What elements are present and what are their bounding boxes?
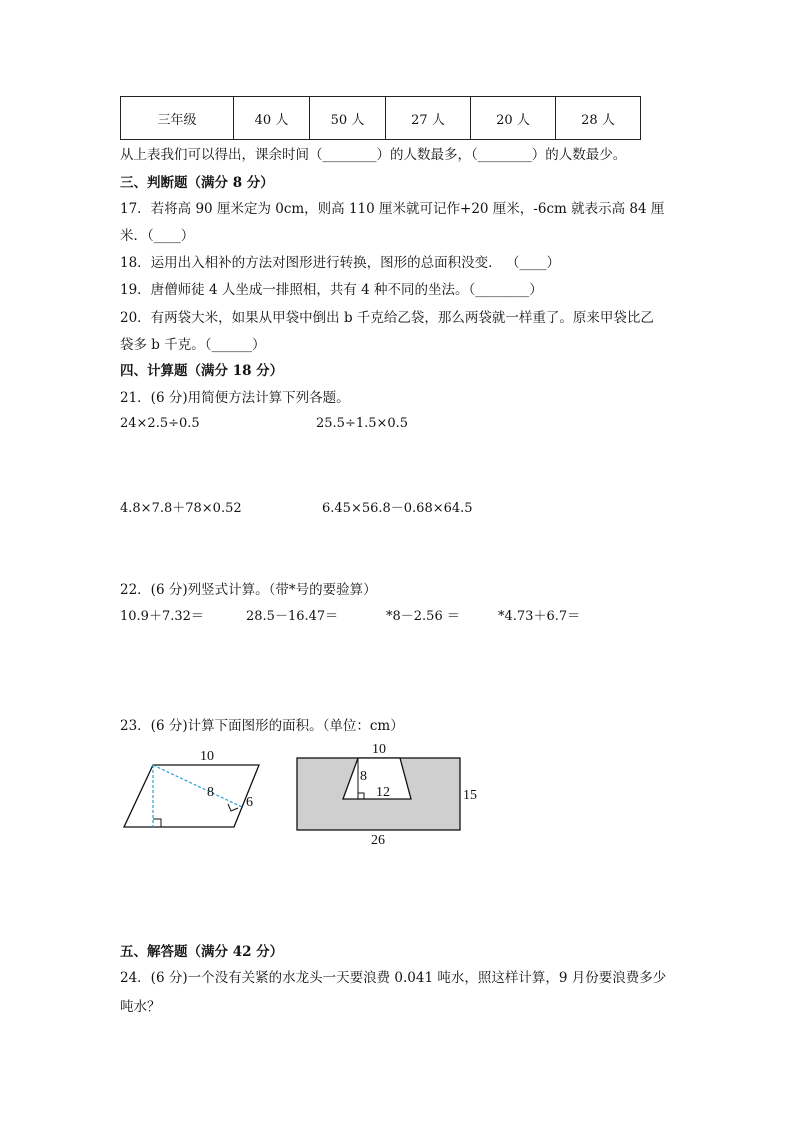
table-cell: 27 人 bbox=[386, 97, 471, 140]
fig1-diag-label: 8 bbox=[207, 785, 214, 800]
table-cell: 三年级 bbox=[121, 97, 234, 140]
calc-item: 28.5－16.47＝ bbox=[246, 609, 339, 624]
question-23: 23．(6 分)计算下面图形的面积。（单位：cm） bbox=[120, 718, 404, 734]
question-19: 19．唐僧师徒 4 人坐成一排照相，共有 4 种不同的坐法。（________） bbox=[120, 282, 543, 298]
fig2-right-label: 15 bbox=[463, 788, 477, 803]
table-cell: 40 人 bbox=[234, 97, 310, 140]
table-cell: 20 人 bbox=[471, 97, 556, 140]
calc-item: 4.8×7.8＋78×0.52 bbox=[120, 501, 242, 516]
table-row bbox=[121, 97, 641, 140]
question-21: 21．(6 分)用简便方法计算下列各题。 bbox=[120, 390, 350, 406]
calc-item: 6.45×56.8－0.68×64.5 bbox=[322, 501, 473, 516]
fig2-top-label: 10 bbox=[372, 742, 386, 757]
calc-item: 10.9＋7.32＝ bbox=[120, 609, 204, 624]
calc-item: *4.73＋6.7＝ bbox=[498, 609, 581, 624]
fig2-bottom-label: 12 bbox=[376, 785, 390, 800]
calc-item: 25.5÷1.5×0.5 bbox=[316, 416, 409, 431]
table-cell: 50 人 bbox=[310, 97, 386, 140]
fig1-top-label: 10 bbox=[200, 749, 214, 764]
calc-item: *8－2.56 ＝ bbox=[386, 609, 460, 624]
question-22: 22．(6 分)列竖式计算。（带*号的要验算） bbox=[120, 582, 377, 598]
question-20-line1: 20．有两袋大米，如果从甲袋中倒出 b 千克给乙袋，那么两袋就一样重了。原来甲袋比乙 bbox=[120, 310, 654, 326]
table-cell: 28 人 bbox=[556, 97, 641, 140]
class-count-table bbox=[120, 96, 641, 140]
section-4-title: 四、计算题（满分 18 分） bbox=[120, 363, 284, 379]
question-18: 18．运用出入相补的方法对图形进行转换，图形的总面积没变． （____） bbox=[120, 255, 560, 271]
fig2-height-label: 8 bbox=[360, 769, 367, 784]
rectangle-trapezoid-figure bbox=[294, 738, 484, 850]
calc-item: 24×2.5÷0.5 bbox=[120, 416, 200, 431]
question-24-line2: 吨水？ bbox=[120, 999, 161, 1015]
section-3-title: 三、判断题（满分 8 分） bbox=[120, 175, 274, 191]
question-17-line2: 米．（____） bbox=[120, 228, 195, 244]
table-conclusion: 从上表我们可以得出，课余时间（________）的人数最多，（________）的人数最少。 bbox=[120, 147, 627, 163]
section-5-title: 五、解答题（满分 42 分） bbox=[120, 944, 284, 960]
fig2-base-label: 26 bbox=[371, 833, 385, 848]
parallelogram-figure bbox=[118, 742, 278, 834]
question-17-line1: 17．若将高 90 厘米定为 0cm，则高 110 厘米就可记作+20 厘米，-6cm 就表示高 84 厘 bbox=[120, 201, 665, 217]
question-24-line1: 24．(6 分)一个没有关紧的水龙头一天要浪费 0.041 吨水，照这样计算，9 月份要浪费多少 bbox=[120, 970, 667, 986]
question-20-line2: 袋多 b 千克。（______） bbox=[120, 337, 266, 353]
fig1-side-label: 6 bbox=[246, 795, 253, 810]
